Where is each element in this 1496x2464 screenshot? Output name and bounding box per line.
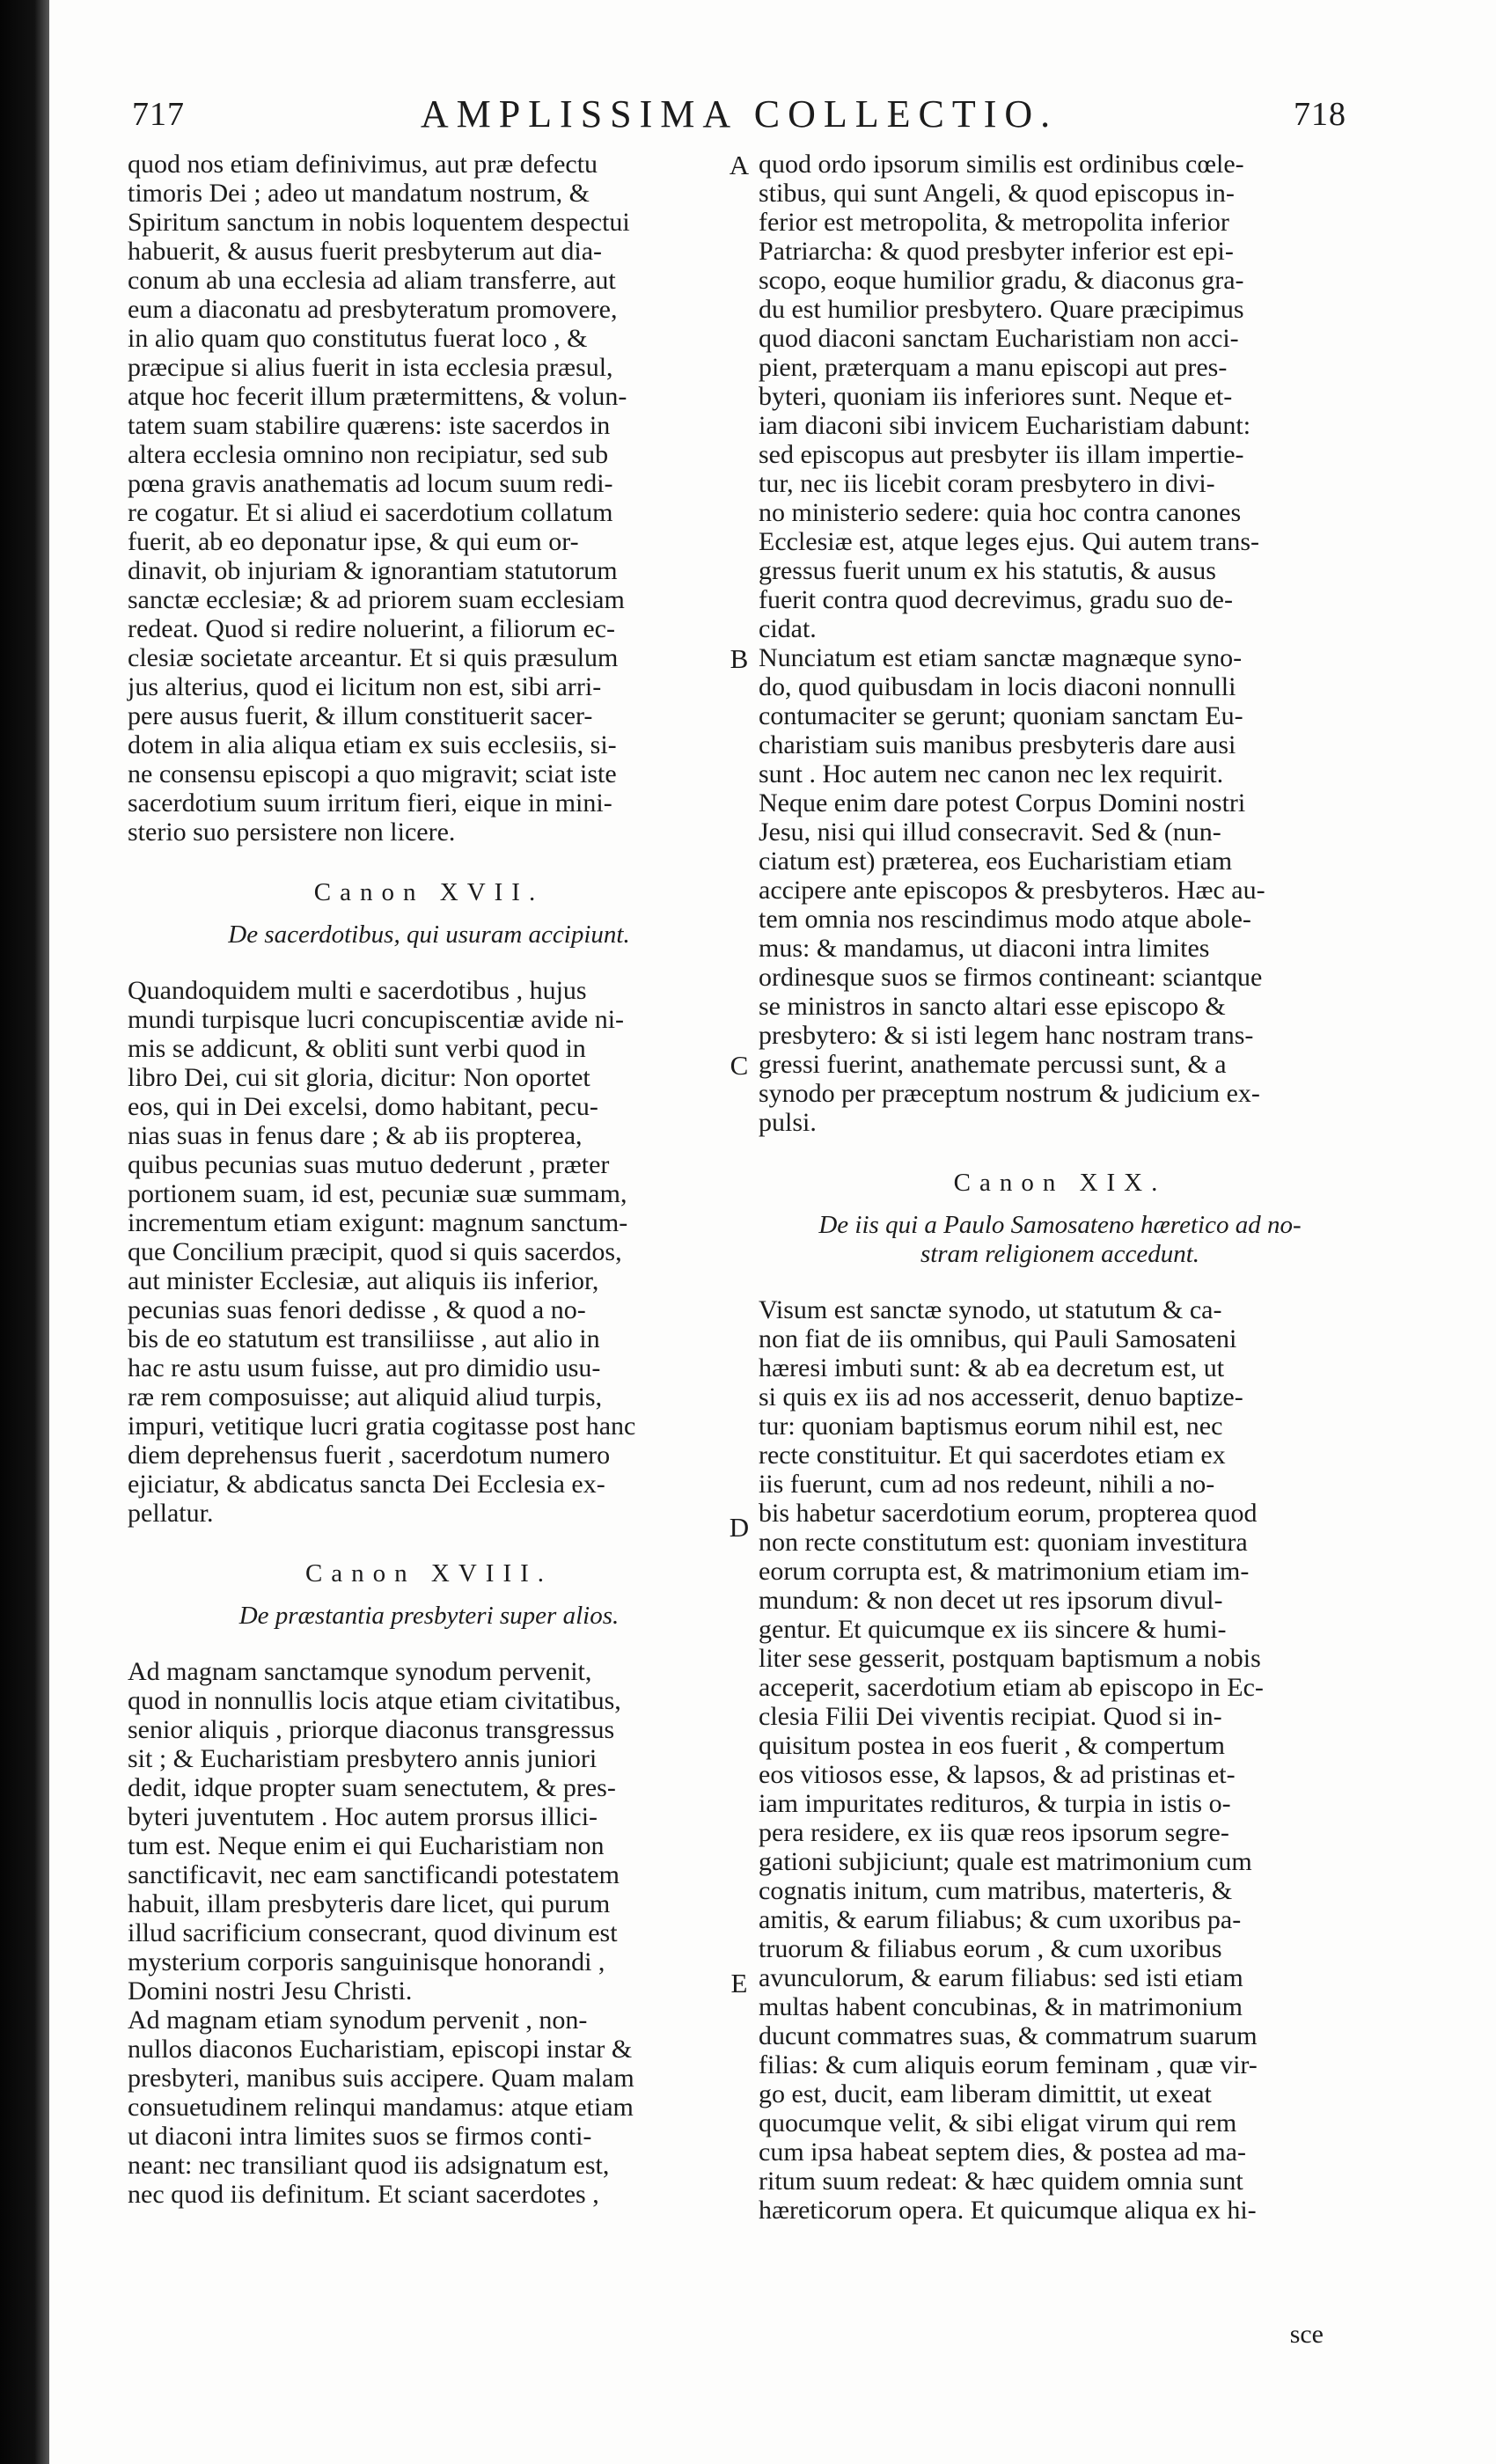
text-line: eos vitiosos esse, & lapsos, & ad pristinas et- <box>759 1760 1236 1789</box>
canon-heading: Canon XIX. <box>953 1169 1167 1197</box>
text-line: scopo, eoque humilior gradu, & diaconus gra- <box>759 266 1244 295</box>
text-line: non fiat de iis omnibus, qui Pauli Samosateni <box>759 1324 1237 1353</box>
text-line: pellatur. <box>128 1499 214 1528</box>
text-line: synodo per præceptum nostrum & judicium ex- <box>759 1079 1260 1108</box>
text-line: tem omnia nos rescindimus modo atque abole- <box>759 905 1251 934</box>
text-line: iis fuerunt, cum ad nos redeunt, nihili a no- <box>759 1470 1215 1499</box>
spacer <box>128 950 730 976</box>
text-line: hæreticorum opera. Et quicumque aliqua ex hi- <box>759 2196 1257 2225</box>
text-line: fuerit contra quod decrevimus, gradu suo de- <box>759 585 1233 614</box>
text-line: Visum est sanctæ synodo, ut statutum & ca- <box>759 1295 1222 1324</box>
text-line: byteri juventutem . Hoc autem prorsus illici- <box>128 1802 598 1831</box>
text-line: ducunt commatres suas, & commatrum suarum <box>759 2021 1258 2050</box>
text-line: quibus pecunias suas mutuo dederunt , præter <box>128 1150 610 1179</box>
text-line: impuri, vetitique lucri gratia cogitasse post hanc <box>128 1412 636 1441</box>
margin-letter-b: B <box>730 643 749 674</box>
text-line: bis habetur sacerdotium eorum, propterea quod <box>759 1499 1258 1528</box>
text-line: sacerdotium suum irritum fieri, eique in mini- <box>128 788 612 818</box>
text-line: mis se addicunt, & obliti sunt verbi quod in <box>128 1034 586 1063</box>
text-line: byteri, quoniam iis inferiores sunt. Neque et- <box>759 382 1233 411</box>
text-line: dotem in alia aliqua etiam ex suis ecclesiis, si- <box>128 730 617 759</box>
text-line: neant: nec transiliant quod iis adsignatum est, <box>128 2151 610 2180</box>
text-line: incrementum etiam exigunt: magnum sanctum- <box>128 1208 628 1237</box>
text-line: ritum suum redeat: & hæc quidem omnia sunt <box>759 2167 1243 2196</box>
text-line: do, quod quibusdam in locis diaconi nonnulli <box>759 672 1236 701</box>
text-line: pecunias suas fenori dedisse , & quod a no- <box>128 1295 586 1324</box>
text-line: dinavit, ob injuriam & ignorantiam statutorum <box>128 556 618 585</box>
text-line: gationi subjiciunt; quale est matrimonium cum <box>759 1847 1252 1876</box>
margin-letter-e: E <box>730 1968 748 1998</box>
text-line: accipere ante episcopos & presbyteros. Hæc au- <box>759 876 1265 905</box>
text-line: se ministros in sancto altari esse episcopo & <box>759 992 1226 1021</box>
text-line: Domini nostri Jesu Christi. <box>128 1976 413 2006</box>
canon-subtitle: De sacerdotibus, qui usuram accipiunt. <box>228 920 630 949</box>
text-line: non recte constitutum est: quoniam investitura <box>759 1528 1248 1557</box>
text-line: altera ecclesia omnino non recipiatur, sed sub <box>128 440 609 469</box>
text-line: bis de eo statutum est transiliisse , aut alio in <box>128 1324 600 1353</box>
text-line: sanctificavit, nec eam sanctificandi potestatem <box>128 1860 620 1889</box>
text-line: ut diaconi intra limites suos se firmos conti- <box>128 2122 592 2151</box>
spacer <box>759 1269 1361 1295</box>
text-line: conum ab una ecclesia ad aliam transferre, aut <box>128 266 616 295</box>
text-line: sterio suo persistere non licere. <box>128 818 456 847</box>
text-line: Nunciatum est etiam sanctæ magnæque syno- <box>759 643 1243 672</box>
text-line: mus: & mandamus, ut diaconi intra limites <box>759 934 1210 963</box>
margin-letter-a: A <box>729 150 750 180</box>
text-line: ferior est metropolita, & metropolita inferior <box>759 208 1229 237</box>
text-line: eum a diaconatu ad presbyteratum promovere, <box>128 295 618 324</box>
text-line: eorum corrupta est, & matrimonium etiam im- <box>759 1557 1250 1586</box>
text-line: diem deprehensus fuerit , sacerdotum numero <box>128 1441 611 1470</box>
text-line: gressi fuerint, anathemate percussi sunt, & a <box>759 1050 1227 1079</box>
text-line: sit ; & Eucharistiam presbytero annis juniori <box>128 1744 598 1773</box>
text-line: hac re astu usum fuisse, aut pro dimidio usu- <box>128 1353 601 1382</box>
text-line: Quandoquidem multi e sacerdotibus , hujus <box>128 976 587 1005</box>
text-line: illud sacrificium consecrant, quod divinum est <box>128 1918 618 1947</box>
left-column <box>128 150 730 2209</box>
text-line: mundum: & non decet ut res ipsorum divul- <box>759 1586 1223 1615</box>
page-number-left: 717 <box>132 96 185 133</box>
canon-subtitle: stram religionem accedunt. <box>920 1240 1200 1268</box>
text-line: tum est. Neque enim ei qui Eucharistiam non <box>128 1831 605 1860</box>
text-line: go est, ducit, eam liberam dimittit, ut exeat <box>759 2079 1212 2108</box>
text-line: atque hoc fecerit illum prætermittens, & volun- <box>128 382 627 411</box>
text-line: senior aliquis , priorque diaconus transgressus <box>128 1715 615 1744</box>
text-line: quod diaconi sanctam Eucharistiam non acci- <box>759 324 1239 353</box>
text-line: clesia Filii Dei viventis recipiat. Quod si in- <box>759 1702 1222 1731</box>
text-line: ordinesque suos se firmos contineant: sciantque <box>759 963 1263 992</box>
text-line: pulsi. <box>759 1108 817 1137</box>
text-line: mundi turpisque lucri concupiscentiæ avide ni- <box>128 1005 625 1034</box>
text-line: nullos diaconos Eucharistiam, episcopi instar & <box>128 2035 633 2064</box>
text-line: stibus, qui sunt Angeli, & quod episcopus in- <box>759 179 1235 208</box>
text-line: tatem suam stabilire quærens: iste sacerdos in <box>128 411 611 440</box>
text-line: habuerit, & ausus fuerit presbyterum aut dia- <box>128 237 603 266</box>
text-line: quod nos etiam definivimus, aut præ defectu <box>128 150 598 179</box>
canon-subtitle: De iis qui a Paulo Samosateno hæretico ad no- <box>818 1211 1302 1239</box>
spacer <box>128 1631 730 1657</box>
text-line: Ecclesiæ est, atque leges ejus. Qui autem trans- <box>759 527 1259 556</box>
text-line: mysterium corporis sanguinisque honorandi , <box>128 1947 605 1976</box>
text-line: contumaciter se gerunt; quoniam sanctam Eu- <box>759 701 1243 730</box>
right-column <box>759 150 1361 2225</box>
text-line: ejiciatur, & abdicatus sancta Dei Ecclesia ex- <box>128 1470 605 1499</box>
scanner-edge <box>0 0 49 2464</box>
text-line: ciatum est) præterea, eos Eucharistiam etiam <box>759 847 1233 876</box>
canon-heading: Canon XVII. <box>313 878 545 906</box>
text-line: ne consensu episcopi a quo migravit; sciat iste <box>128 759 617 788</box>
text-line: portionem suam, id est, pecuniæ suæ summam, <box>128 1179 627 1208</box>
text-line: si quis ex iis ad nos accesserit, denuo baptize- <box>759 1382 1243 1412</box>
text-line: redeat. Quod si redire noluerint, a filiorum ec- <box>128 614 615 643</box>
text-line: nec quod iis definitum. Et sciant sacerdotes , <box>128 2180 599 2209</box>
text-line: quod in nonnullis locis atque etiam civitatibus, <box>128 1686 621 1715</box>
text-line: charistiam suis manibus presbyteris dare ausi <box>759 730 1236 759</box>
text-line: consuetudinem relinqui mandamus: atque etiam <box>128 2093 634 2122</box>
catchword: sce <box>1289 2320 1324 2349</box>
canon-heading: Canon XVIII. <box>304 1559 554 1588</box>
text-line: que Concilium præcipit, quod si quis sacerdos, <box>128 1237 622 1266</box>
text-line: pere ausus fuerit, & illum constituerit sacer- <box>128 701 593 730</box>
canon-subtitle: De præstantia presbyteri super alios. <box>238 1602 620 1630</box>
text-line: jus alterius, quod ei licitum non est, sibi arri- <box>128 672 602 701</box>
text-line: Jesu, nisi qui illud consecravit. Sed & (nun- <box>759 818 1221 847</box>
text-line: libro Dei, cui sit gloria, dicitur: Non oportet <box>128 1063 590 1092</box>
text-line: multas habent concubinas, & in matrimonium <box>759 1992 1243 2021</box>
text-line: filias: & cum aliquis eorum feminam , quæ vir- <box>759 2050 1258 2079</box>
text-line: gressus fuerit unum ex his statutis, & ausus <box>759 556 1216 585</box>
text-line: presbyteri, manibus suis accipere. Quam malam <box>128 2064 634 2093</box>
text-line: re cogatur. Et si aliud ei sacerdotium collatum <box>128 498 613 527</box>
text-line: iam impuritates redituros, & turpia in istis o- <box>759 1789 1231 1818</box>
spacer <box>128 1591 730 1602</box>
text-line: ræ rem composuisse; aut aliquid aliud turpis, <box>128 1382 603 1412</box>
text-line: nias suas in fenus dare ; & ab iis propterea, <box>128 1121 583 1150</box>
text-line: fuerit, ab eo deponatur ipse, & qui eum or- <box>128 527 579 556</box>
page-number-right: 718 <box>1294 96 1346 133</box>
spacer <box>759 1200 1361 1211</box>
text-line: amitis, & earum filiabus; & cum uxoribus pa- <box>759 1905 1242 1934</box>
text-line: truorum & filiabus eorum , & cum uxoribus <box>759 1934 1222 1963</box>
text-line: recte constituitur. Et qui sacerdotes etiam ex <box>759 1441 1226 1470</box>
text-line: præcipue si alius fuerit in ista ecclesia præsul, <box>128 353 613 382</box>
text-line: cognatis initum, cum matribus, materteris, & <box>759 1876 1233 1905</box>
text-line: timoris Dei ; adeo ut mandatum nostrum, & <box>128 179 590 208</box>
text-line: Patriarcha: & quod presbyter inferior est epi- <box>759 237 1234 266</box>
text-line: gentur. Et quicumque ex iis sincere & humi- <box>759 1615 1227 1644</box>
running-title: AMPLISSIMA COLLECTIO. <box>420 92 1059 136</box>
text-line: tur, nec iis licebit coram presbytero in divi- <box>759 469 1215 498</box>
text-line: Ad magnam sanctamque synodum pervenit, <box>128 1657 592 1686</box>
running-header <box>132 88 1346 141</box>
text-line: Neque enim dare potest Corpus Domini nostri <box>759 788 1246 818</box>
text-line: pera residere, ex iis quæ reos ipsorum segre- <box>759 1818 1229 1847</box>
text-line: cum ipsa habeat septem dies, & postea ad ma- <box>759 2138 1246 2167</box>
margin-letter-d: D <box>729 1512 750 1543</box>
text-line: dedit, idque propter suam senectutem, & pres- <box>128 1773 616 1802</box>
text-line: Spiritum sanctum in nobis loquentem despectui <box>128 208 630 237</box>
text-line: quocumque velit, & sibi eligat virum qui rem <box>759 2108 1237 2138</box>
text-line: sed episcopus aut presbyter iis illam impertie- <box>759 440 1244 469</box>
text-line: Ad magnam etiam synodum pervenit , non- <box>128 2006 588 2035</box>
text-line: du est humilior presbytero. Quare præcipimus <box>759 295 1244 324</box>
text-line: quod ordo ipsorum similis est ordinibus cœle- <box>759 150 1244 179</box>
text-line: liter sese gesserit, postquam baptismum a nobis <box>759 1644 1261 1673</box>
text-line: in alio quam quo constitutus fuerat loco , & <box>128 324 588 353</box>
text-line: clesiæ societate arceantur. Et si quis præsulum <box>128 643 619 672</box>
text-line: hæresi imbuti sunt: & ab ea decretum est, ut <box>759 1353 1225 1382</box>
spacer <box>128 910 730 920</box>
text-line: cidat. <box>759 614 817 643</box>
text-line: avunculorum, & earum filiabus: sed isti etiam <box>759 1963 1243 1992</box>
text-line: tur: quoniam baptismus eorum nihil est, nec <box>759 1412 1223 1441</box>
text-line: eos, qui in Dei excelsi, domo habitant, pecu- <box>128 1092 598 1121</box>
text-line: sunt . Hoc autem nec canon nec lex requirit. <box>759 759 1224 788</box>
text-line: iam diaconi sibi invicem Eucharistiam dabunt: <box>759 411 1251 440</box>
text-line: acceperit, sacerdotium etiam ab episcopo in Ec- <box>759 1673 1264 1702</box>
text-line: pœna gravis anathematis ad locum suum redi- <box>128 469 613 498</box>
text-line: aut minister Ecclesiæ, aut aliquis iis inferior, <box>128 1266 599 1295</box>
text-line: quisitum postea in eos fuerit , & compertum <box>759 1731 1225 1760</box>
margin-letter-c: C <box>730 1050 749 1081</box>
text-line: pient, præterquam a manu episcopi aut pres- <box>759 353 1228 382</box>
text-line: habuit, illam presbyteris dare licet, qui purum <box>128 1889 611 1918</box>
text-line: sanctæ ecclesiæ; & ad priorem suam ecclesiam <box>128 585 625 614</box>
text-line: no ministerio sedere: quia hoc contra canones <box>759 498 1242 527</box>
text-line: presbytero: & si isti legem hanc nostram trans- <box>759 1021 1254 1050</box>
